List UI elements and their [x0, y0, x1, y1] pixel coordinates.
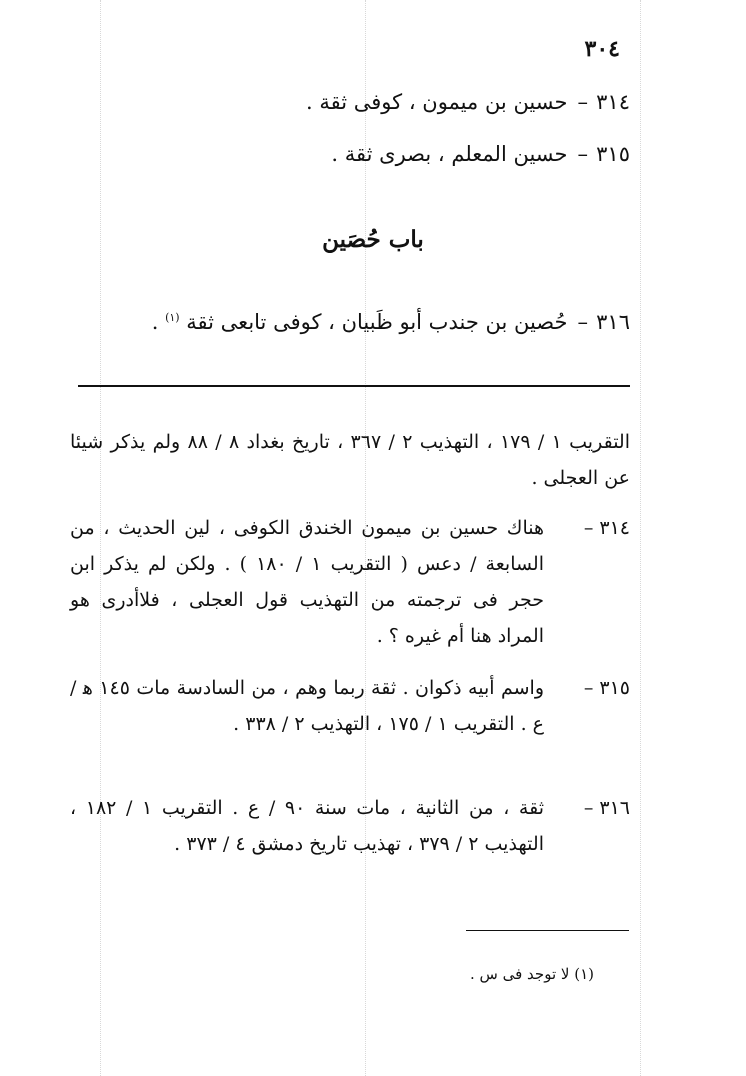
section-heading: باب حُصَين: [322, 226, 424, 253]
entry-end: .: [151, 310, 159, 334]
note-number: ٣١٦ –: [583, 797, 630, 819]
note-315: [70, 670, 630, 742]
entry-number: ٣١٥: [596, 142, 630, 166]
footnote-rule: [466, 930, 629, 931]
entry-number: ٣١٤: [596, 90, 630, 114]
footnote-marker: (١): [165, 311, 180, 324]
note-314: [70, 510, 630, 654]
footnote: (١) لا توجد فى س .: [470, 965, 594, 983]
note-text: واسم أبيه ذكوان . ثقة ربما وهم ، من السادسة مات ١٤٥ ﻫ / ع . التقريب ١ / ١٧٥ ، التهذيب ٢ / ٣٣٨ .: [70, 677, 544, 735]
entry-text: حُصين بن جندب أبو ظَبيان ، كوفى تابعى ثقة: [186, 310, 568, 334]
note-316: [70, 790, 630, 862]
entry-314: [306, 90, 630, 114]
separator-rule: [78, 385, 630, 387]
note-number: ٣١٥ –: [583, 677, 630, 699]
scan-guide-line: [640, 0, 641, 1076]
entry-315: [331, 142, 630, 166]
page-number: ٣٠٤: [584, 36, 620, 62]
entry-number: ٣١٦: [596, 310, 630, 334]
entry-dash: –: [577, 142, 588, 166]
entry-dash: –: [577, 90, 588, 114]
entry-dash: –: [577, 310, 588, 334]
note-text: هناك حسين بن ميمون الخندق الكوفى ، لين الحديث ، من السابعة / دعس ( التقريب ١ / ١٨٠ ) . ولكن لم يذكر ابن حجر فى ترجمته من التهذيب قول العجلى ، فلاأدرى هو المراد هنا أم غيره ؟ .: [70, 517, 545, 647]
entry-text: حسين بن ميمون ، كوفى ثقة .: [306, 90, 568, 114]
notes-intro: التقريب ١ / ١٧٩ ، التهذيب ٢ / ٣٦٧ ، تاريخ بغداد ٨ / ٨٨ ولم يذكر شيئا عن العجلى .: [70, 431, 630, 489]
note-number: ٣١٤ –: [583, 517, 630, 539]
entry-316: [152, 310, 630, 334]
entry-text: حسين المعلم ، بصرى ثقة .: [331, 142, 568, 166]
note-text: ثقة ، من الثانية ، مات سنة ٩٠ / ع . التقريب ١ / ١٨٢ ، التهذيب ٢ / ٣٧٩ ، تهذيب تاريخ دمشق ٤ / ٣٧٣ .: [70, 797, 545, 855]
